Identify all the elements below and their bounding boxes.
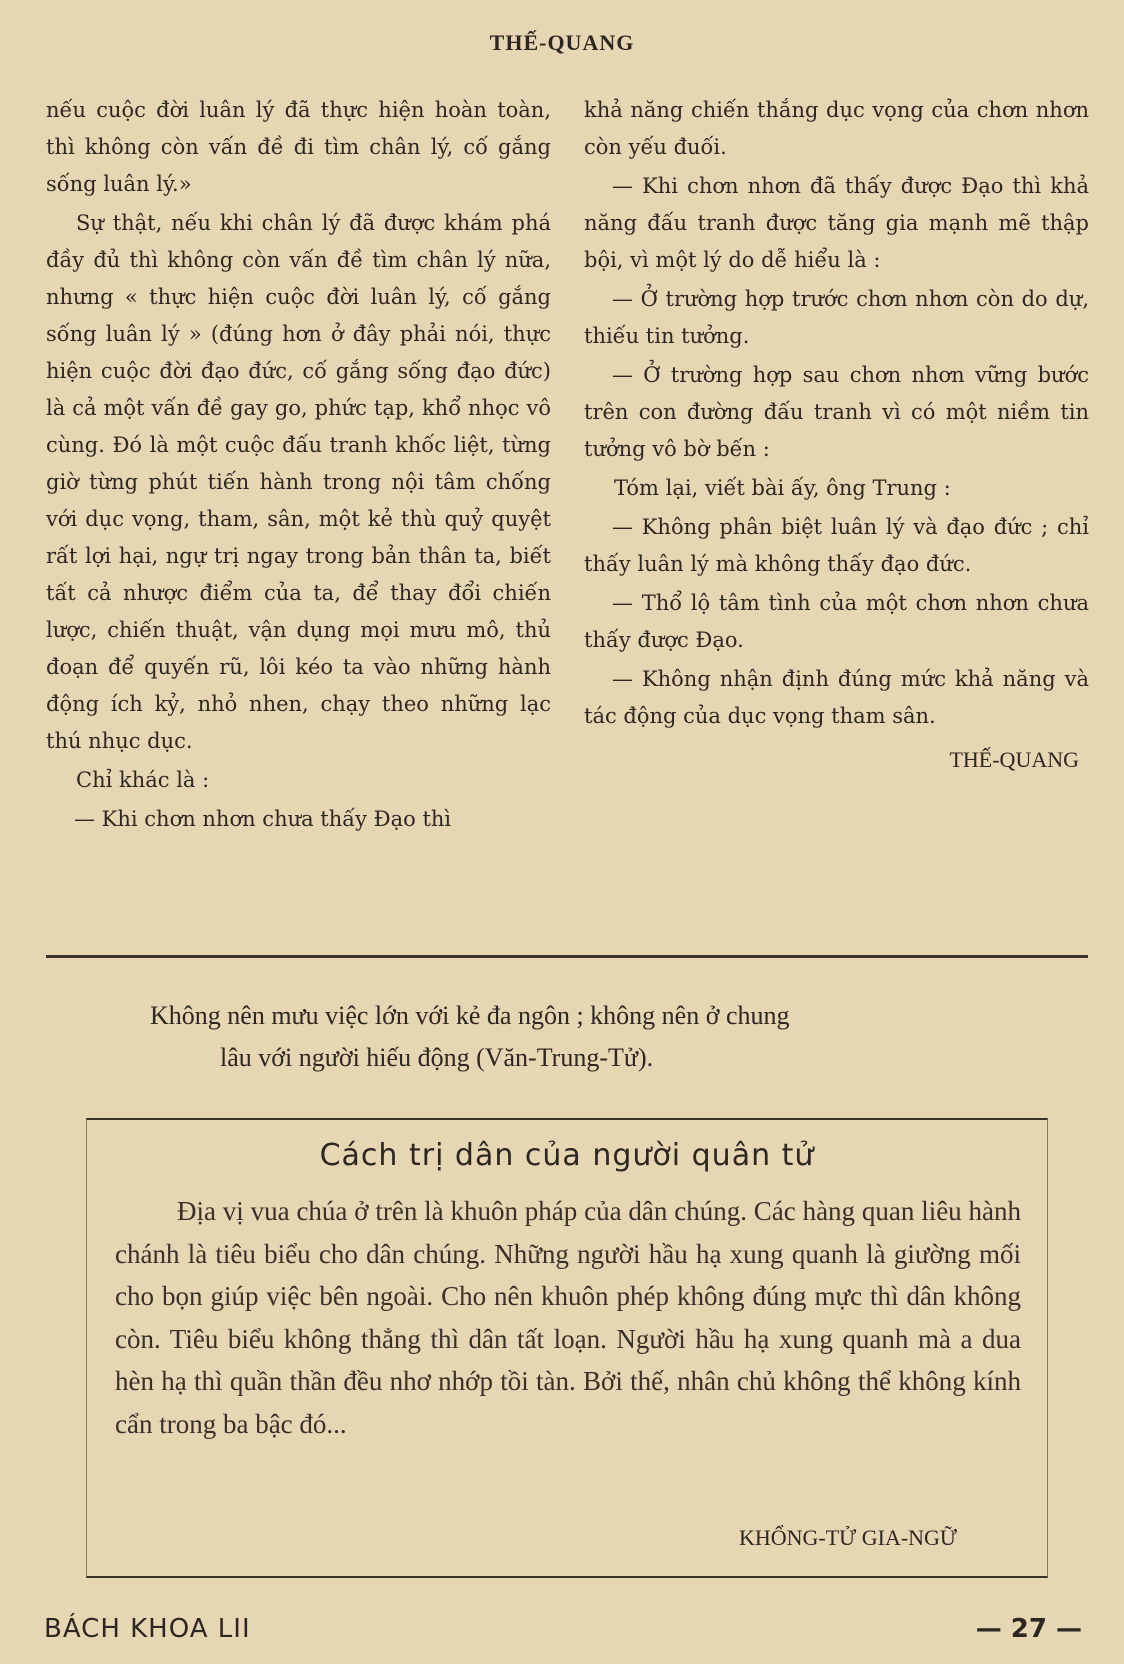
boxed-excerpt-title: Cách trị dân của người quân tử xyxy=(319,1138,815,1173)
boxed-excerpt-text: Địa vị vua chúa ở trên là khuôn pháp của dân chúng. Các hàng quan liêu hành chánh là tiêu biểu cho dân chúng. Những người hầu hạ xung quanh là giường mối cho bọn giúp việc bên ngoài. Cho nên khuôn phép không đúng mực thì dân không còn. Tiêu biểu không thẳng thì dân tất loạn. Người hầu hạ xung quanh mà a dua hèn hạ thì quần thần đều nhơ nhớp tồi tàn. Bởi thế, nhân chủ không thể không kính cẩn trong ba bậc đó... xyxy=(115,1196,1021,1439)
article-paragraph: khả năng chiến thắng dục vọng của chơn nhơn còn yếu đuối. xyxy=(584,98,1089,159)
article-paragraph: — Thổ lộ tâm tình của một chơn nhơn chưa thấy được Đạo. xyxy=(584,591,1089,652)
article-paragraph: — Khi chơn nhơn đã thấy được Đạo thì khả năng đấu tranh được tăng gia mạnh mẽ thập bội, vì một lý do dễ hiểu là : xyxy=(584,174,1089,272)
article-left-column xyxy=(46,92,551,840)
article-paragraph: — Khi chơn nhơn chưa thấy Đạo thì xyxy=(74,807,452,831)
section-divider xyxy=(46,955,1088,958)
publication-name: BÁCH KHOA LII xyxy=(44,1614,251,1644)
article-signature: THẾ-QUANG xyxy=(949,747,1079,772)
pull-quote-line: lâu với người hiếu động (Văn-Trung-Tử). xyxy=(220,1043,654,1072)
article-paragraph: nếu cuộc đời luân lý đã thực hiện hoàn toàn, thì không còn vấn đề đi tìm chân lý, cố gắng sống luân lý.» xyxy=(46,98,551,196)
article-right-column xyxy=(584,92,1089,778)
pull-quote xyxy=(150,995,1090,1079)
boxed-excerpt xyxy=(86,1118,1048,1578)
boxed-excerpt-source: KHỔNG-TỬ GIA-NGỮ xyxy=(738,1525,957,1550)
article-paragraph: — Không nhận định đúng mức khả năng và tác động của dục vọng tham sân. xyxy=(584,667,1089,728)
article-paragraph: Sự thật, nếu khi chân lý đã được khám phá đầy đủ thì không còn vấn đề tìm chân lý nữa, nhưng « thực hiện cuộc đời luân lý, cố gắng sống luân lý » (đúng hơn ở đây phải nói, thực hiện cuộc đời đạo đức, cố gắng sống đạo đức) là cả một vấn đề gay go, phức tạp, khổ nhọc vô cùng. Đó là một cuộc đấu tranh khốc liệt, từng giờ từng phút tiến hành trong nội tâm chống với dục vọng, tham, sân, một kẻ thù quỷ quyệt rất lợi hại, ngự trị ngay trong bản thân ta, biết tất cả nhược điểm của ta, để thay đổi chiến lược, chiến thuật, vận dụng mọi mưu mô, thủ đoạn để quyến rũ, lôi kéo ta vào những hành động ích kỷ, nhỏ nhen, chạy theo những lạc thú nhục dục. xyxy=(46,211,551,753)
article-paragraph: — Không phân biệt luân lý và đạo đức ; chỉ thấy luân lý mà không thấy đạo đức. xyxy=(584,515,1089,576)
page-number: — 27 — xyxy=(975,1614,1082,1644)
running-head: THẾ-QUANG xyxy=(489,30,635,55)
article-paragraph: — Ở trường hợp sau chơn nhơn vững bước trên con đường đấu tranh vì có một niềm tin tưởng vô bờ bến : xyxy=(584,363,1089,461)
pull-quote-line: Không nên mưu việc lớn với kẻ đa ngôn ; không nên ở chung xyxy=(150,1001,790,1030)
article-paragraph: Tóm lại, viết bài ấy, ông Trung : xyxy=(614,476,951,500)
article-paragraph: — Ở trường hợp trước chơn nhơn còn do dự, thiếu tin tưởng. xyxy=(584,287,1089,348)
article-paragraph: Chỉ khác là : xyxy=(76,768,210,792)
boxed-excerpt-body xyxy=(115,1190,1021,1445)
